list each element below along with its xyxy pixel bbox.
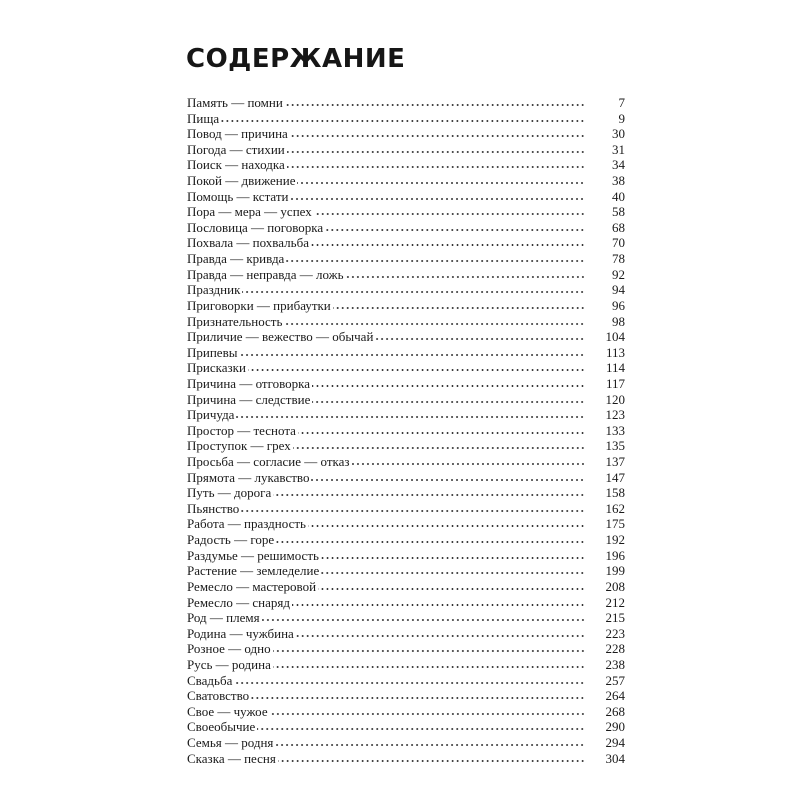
toc-entry-page: 162 [605,500,625,516]
toc-entry [187,626,625,642]
toc-entry-title: Помощь — кстати [187,188,289,204]
toc-entry [187,470,625,486]
toc-entry-title: Приговорки — прибаутки [187,297,331,313]
toc-entry [187,126,625,142]
dot-leader [297,182,585,184]
toc-entry-title: Просьба — согласие — отказ [187,454,350,470]
toc-entry-title: Правда — неправда — ложь [187,266,344,282]
toc-entry-page: 135 [605,438,625,454]
toc-entry [187,142,625,158]
toc-entry [187,298,625,314]
toc-entry-title: Свадьба [187,672,233,688]
toc-entry [187,95,625,111]
toc-entry-title: Причина — отговорка [187,375,311,391]
dot-leader [287,151,585,153]
dot-leader [242,291,585,293]
toc-entry-page: 31 [612,141,625,157]
dot-leader [318,588,585,590]
toc-entry-page: 257 [605,672,625,688]
toc-entry [187,579,625,595]
toc-entry-page: 92 [612,266,625,282]
table-of-contents [187,95,625,766]
toc-entry-page: 96 [612,297,625,313]
toc-entry-page: 158 [605,485,625,501]
dot-leader [325,229,585,231]
toc-entry [187,595,625,611]
toc-entry-title: Своеобычие [187,719,256,735]
toc-entry [187,251,625,267]
toc-entry-page: 196 [605,547,625,563]
toc-entry [187,423,625,439]
dot-leader [286,260,585,262]
toc-entry-title: Путь — дорога [187,485,272,501]
toc-entry-title: Пословица — поговорка [187,219,324,235]
dot-leader [321,572,585,574]
toc-entry-title: Раздумье — решимость [187,547,319,563]
toc-entry-title: Работа — праздность [187,516,306,532]
toc-entry-title: Прямота — лукавство [187,469,310,485]
toc-entry-page: 212 [605,594,625,610]
toc-entry-page: 98 [612,313,625,329]
toc-entry-page: 70 [612,235,625,251]
toc-entry-title: Семья — родня [187,734,274,750]
toc-entry-title: Погода — стихии [187,141,285,157]
dot-leader [290,135,585,137]
dot-leader [234,682,585,684]
toc-entry-page: 137 [605,454,625,470]
toc-entry-page: 38 [612,173,625,189]
dot-leader [270,713,585,715]
toc-entry-page: 68 [612,219,625,235]
toc-entry [187,111,625,127]
dot-leader [296,635,585,637]
dot-leader [333,307,585,309]
toc-entry-page: 192 [605,532,625,548]
dot-leader [241,510,585,512]
toc-entry-page: 120 [605,391,625,407]
dot-leader [308,525,585,527]
toc-entry-page: 34 [612,157,625,173]
toc-entry [187,563,625,579]
toc-entry-page: 238 [605,656,625,672]
toc-entry-page: 30 [612,126,625,142]
toc-entry-page: 94 [612,282,625,298]
dot-leader [287,166,585,168]
toc-entry-page: 113 [605,344,625,360]
toc-entry [187,485,625,501]
toc-entry [187,688,625,704]
toc-entry [187,329,625,345]
dot-leader [284,323,585,325]
toc-entry-page: 294 [605,734,625,750]
toc-entry-title: Приличие — вежество — обычай [187,329,374,345]
toc-entry [187,501,625,517]
dot-leader [352,463,585,465]
toc-entry-title: Розное — одно [187,641,271,657]
toc-entry-title: Покой — движение [187,173,296,189]
toc-entry [187,235,625,251]
toc-entry [187,751,625,767]
dot-leader [262,619,585,621]
toc-entry-title: Праздник [187,282,241,298]
dot-leader [275,744,585,746]
toc-entry-title: Пьянство [187,500,240,516]
toc-entry [187,438,625,454]
toc-entry-title: Признательность [187,313,283,329]
dot-leader [257,728,585,730]
toc-entry-page: 78 [612,251,625,267]
dot-leader [236,416,585,418]
dot-leader [346,276,585,278]
dot-leader [273,666,585,668]
toc-entry [187,719,625,735]
toc-entry [187,454,625,470]
toc-entry-title: Свое — чужое [187,703,268,719]
toc-entry [187,345,625,361]
toc-entry-title: Пища [187,110,220,126]
dot-leader [312,401,585,403]
toc-entry-page: 215 [605,610,625,626]
toc-entry-page: 9 [618,110,625,126]
toc-entry-page: 304 [605,750,625,766]
dot-leader [314,213,585,215]
toc-entry-title: Причина — следствие [187,391,311,407]
toc-entry-title: Ремесло — снаряд [187,594,290,610]
dot-leader [278,760,585,762]
toc-entry-page: 7 [618,95,625,110]
toc-entry-title: Правда — кривда [187,251,285,267]
toc-entry-page: 123 [605,407,625,423]
toc-entry-title: Русь — родина [187,656,271,672]
toc-entry [187,360,625,376]
toc-entry [187,657,625,673]
dot-leader [312,385,585,387]
toc-entry-title: Похвала — похвальба [187,235,309,251]
toc-entry-title: Родина — чужбина [187,625,294,641]
toc-entry-title: Поиск — находка [187,157,285,173]
toc-entry-page: 104 [605,329,625,345]
dot-leader [311,479,585,481]
toc-entry [187,548,625,564]
toc-entry [187,157,625,173]
dot-leader [221,120,585,122]
toc-entry [187,610,625,626]
dot-leader [292,604,585,606]
toc-entry-page: 223 [605,625,625,641]
toc-entry-title: Пора — мера — успех [187,204,312,220]
toc-entry-title: Присказки [187,360,246,376]
dot-leader [285,104,585,106]
page-title: СОДЕРЖАНИЕ [186,44,406,74]
dot-leader [375,338,585,340]
toc-entry-title: Простор — теснота [187,422,296,438]
toc-entry-title: Сватовство [187,688,250,704]
toc-entry [187,392,625,408]
toc-entry-page: 58 [612,204,625,220]
toc-entry-title: Проступок — грех [187,438,291,454]
toc-entry-page: 147 [605,469,625,485]
toc-entry [187,673,625,689]
toc-entry [187,220,625,236]
toc-entry-title: Припевы [187,344,238,360]
toc-entry-title: Ремесло — мастеровой [187,578,317,594]
dot-leader [248,369,585,371]
toc-entry-page: 228 [605,641,625,657]
dot-leader [311,244,585,246]
dot-leader [273,494,585,496]
toc-entry [187,516,625,532]
toc-entry [187,735,625,751]
toc-entry-title: Память — помни [187,95,283,110]
toc-entry [187,173,625,189]
toc-entry-title: Радость — горе [187,532,275,548]
toc-entry-page: 264 [605,688,625,704]
dot-leader [273,650,585,652]
toc-entry-page: 208 [605,578,625,594]
toc-entry-page: 290 [605,719,625,735]
dot-leader [251,697,585,699]
toc-entry [187,407,625,423]
toc-entry [187,532,625,548]
toc-entry-page: 40 [612,188,625,204]
toc-entry-page: 268 [605,703,625,719]
toc-entry [187,641,625,657]
dot-leader [298,432,585,434]
toc-entry-title: Причуда [187,407,235,423]
toc-entry [187,376,625,392]
toc-entry-title: Повод — причина [187,126,288,142]
toc-entry-title: Род — племя [187,610,260,626]
dot-leader [276,541,585,543]
toc-entry-page: 117 [605,375,625,391]
toc-entry-title: Сказка — песня [187,750,276,766]
toc-entry [187,314,625,330]
toc-entry-page: 175 [605,516,625,532]
toc-entry [187,704,625,720]
toc-entry-page: 199 [605,563,625,579]
toc-entry-page: 133 [605,422,625,438]
toc-entry [187,267,625,283]
dot-leader [239,354,585,356]
dot-leader [321,557,585,559]
toc-entry [187,204,625,220]
toc-entry [187,189,625,205]
dot-leader [290,198,585,200]
toc-entry-title: Растение — земледелие [187,563,320,579]
toc-entry [187,282,625,298]
toc-entry-page: 114 [605,360,625,376]
dot-leader [293,447,585,449]
